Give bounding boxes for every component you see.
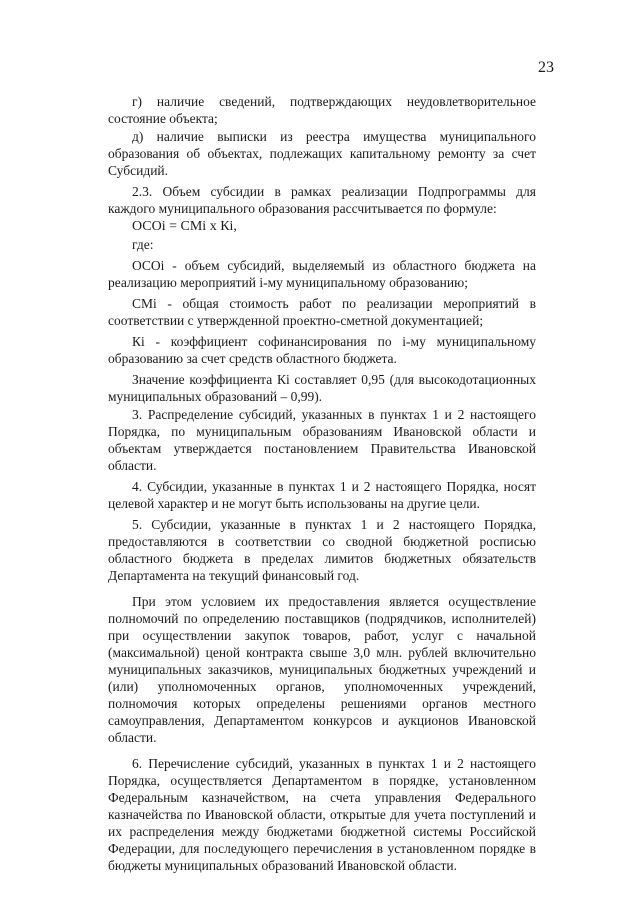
definition-smi: СМi - общая стоимость работ по реализации мероприятий в соответствии с утвержденной проектно-сметной документацией;: [108, 296, 536, 328]
formula-where: где:: [132, 237, 154, 252]
paragraph-5: 5. Субсидии, указанные в пунктах 1 и 2 настоящего Порядка, предоставляются в соответствии со сводной бюджетной росписью областного бюджета в пределах лимитов бюджетных обязательств Департамента на текущий финансовый год.: [108, 517, 536, 583]
definition-ki: Кi - коэффициент софинансирования по i-му муниципальному образованию за счет средств областного бюджета.: [108, 334, 536, 366]
paragraph-6: 6. Перечисление субсидий, указанных в пунктах 1 и 2 настоящего Порядка, осуществляется Департаментом в порядке, установленном Федеральным казначейством, на счета управления Федерального казначейства по Ивановской области, открытые для учета поступлений и их распределения между бюджетами бюджетной системы Российской Федерации, для последующего перечисления в установленном порядке в бюджеты муниципальных образований Ивановской области.: [108, 756, 536, 873]
paragraph-4: 4. Субсидии, указанные в пунктах 1 и 2 настоящего Порядка, носят целевой характер и не могут быть использованы на другие цели.: [108, 479, 536, 511]
paragraph-d: д) наличие выписки из реестра имущества муниципального образования об объектах, подлежащих капитальному ремонту за счет Субсидий.: [108, 129, 536, 178]
page-number: 23: [538, 59, 554, 76]
formula: ОСОi = СМi х Кi,: [132, 219, 237, 234]
paragraph-g: г) наличие сведений, подтверждающих неудовлетворительное состояние объекта;: [108, 94, 536, 126]
coefficient-value: Значение коэффициента Кi составляет 0,95 (для высокодотационных муниципальных образований – 0,99).: [108, 372, 536, 404]
document-body: [108, 93, 536, 875]
definition-osoi: ОСОi - объем субсидий, выделяемый из областного бюджета на реализацию мероприятий i-му муниципальному образованию;: [108, 258, 536, 290]
paragraph-2-3: 2.3. Объем субсидии в рамках реализации Подпрограммы для каждого муниципального образования рассчитывается по формуле:: [108, 184, 536, 216]
paragraph-3: 3. Распределение субсидий, указанных в пунктах 1 и 2 настоящего Порядка, по муниципальным образованиям Ивановской области и объектам утверждается постановлением Правительства Ивановской области.: [108, 407, 536, 473]
paragraph-conditions: При этом условием их предоставления является осуществление полномочий по определению поставщиков (подрядчиков, исполнителей) при осуществлении закупок товаров, работ, услуг с начальной (максимальной) ценой контракта свыше 3,0 млн. рублей включительно муниципальных заказчиков, муниципальных бюджетных учреждений и (или) уполномоченных органов, уполномоченных учреждений, полномочия которых определены решениями органов местного самоуправления, Департаментом конкурсов и аукционов Ивановской области.: [108, 594, 536, 745]
